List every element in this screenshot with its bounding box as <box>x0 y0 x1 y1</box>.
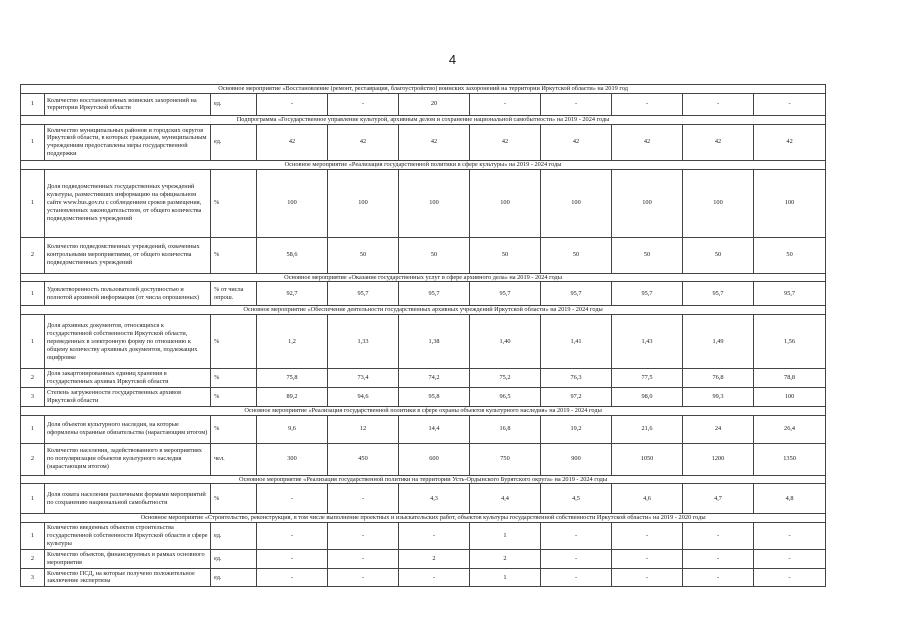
section-header <box>21 273 826 282</box>
value-cell: 42 <box>257 124 328 160</box>
unit-cell: % <box>211 315 257 369</box>
indicator-name: Количество муниципальных районов и городских округов Иркутской области, в которых гражданам, муниципальным учреждениям предоставлены меры государственной поддержки <box>45 124 211 160</box>
value-cell: 58,6 <box>257 237 328 273</box>
section-title: Основное мероприятие «Обеспечение деятельности государственных архивных учреждений Иркутской области» на 2019 - 2024 годы <box>21 306 826 315</box>
table-row <box>21 237 826 273</box>
value-cell: - <box>683 523 754 550</box>
value-cell: 1350 <box>754 443 826 475</box>
value-cell: 42 <box>754 124 826 160</box>
value-cell: - <box>612 568 683 587</box>
value-cell: 4,7 <box>683 484 754 514</box>
value-cell: - <box>754 568 826 587</box>
value-cell: 50 <box>612 237 683 273</box>
indicator-name: Доля охвата населения различными формами мероприятий по сохранению национальной самобытности <box>45 484 211 514</box>
value-cell: - <box>612 549 683 568</box>
unit-cell: ед. <box>211 93 257 115</box>
value-cell: 100 <box>257 169 328 237</box>
value-cell: - <box>541 93 612 115</box>
section-header <box>21 306 826 315</box>
value-cell: 95,8 <box>399 388 470 407</box>
table-row <box>21 315 826 369</box>
value-cell: 100 <box>470 169 541 237</box>
row-number: 1 <box>21 282 45 306</box>
value-cell: - <box>541 523 612 550</box>
value-cell: 95,7 <box>683 282 754 306</box>
value-cell: 73,4 <box>328 369 399 388</box>
value-cell: - <box>399 523 470 550</box>
indicator-name: Доля архивных документов, относящихся к государственной собственности Иркутской области, переведенных в электронную форму по отношению к общему количеству архивных документов, подлежащих оцифровке <box>45 315 211 369</box>
value-cell: 4,4 <box>470 484 541 514</box>
value-cell: 1 <box>470 568 541 587</box>
value-cell: 75,2 <box>470 369 541 388</box>
value-cell: 900 <box>541 443 612 475</box>
unit-cell: ед. <box>211 549 257 568</box>
value-cell: 100 <box>683 169 754 237</box>
value-cell: - <box>683 568 754 587</box>
value-cell: 50 <box>399 237 470 273</box>
unit-cell: % от числа опрош. <box>211 282 257 306</box>
value-cell: 42 <box>328 124 399 160</box>
value-cell: 42 <box>612 124 683 160</box>
value-cell: - <box>257 549 328 568</box>
value-cell: 4,3 <box>399 484 470 514</box>
value-cell: - <box>328 93 399 115</box>
unit-cell: % <box>211 169 257 237</box>
section-header <box>21 160 826 169</box>
section-title: Основное мероприятие «Восстановление (ремонт, реставрация, благоустройство) воинских захоронений на территории Иркутской области» на 2019 год <box>21 85 826 94</box>
table-row <box>21 443 826 475</box>
value-cell: - <box>399 568 470 587</box>
value-cell: - <box>328 484 399 514</box>
value-cell: - <box>257 523 328 550</box>
value-cell: 95,7 <box>328 282 399 306</box>
value-cell: - <box>754 549 826 568</box>
value-cell: 1050 <box>612 443 683 475</box>
unit-cell: % <box>211 388 257 407</box>
value-cell: 50 <box>470 237 541 273</box>
indicator-name: Количество восстановленных воинских захоронений на территории Иркутской области <box>45 93 211 115</box>
value-cell: 4,8 <box>754 484 826 514</box>
section-header <box>21 406 826 415</box>
value-cell: 42 <box>399 124 470 160</box>
unit-cell: чел. <box>211 443 257 475</box>
value-cell: 750 <box>470 443 541 475</box>
value-cell: 92,7 <box>257 282 328 306</box>
row-number: 1 <box>21 169 45 237</box>
value-cell: 96,5 <box>470 388 541 407</box>
unit-cell: ед. <box>211 523 257 550</box>
value-cell: 14,4 <box>399 415 470 443</box>
value-cell: 42 <box>541 124 612 160</box>
value-cell: 42 <box>470 124 541 160</box>
value-cell: 94,6 <box>328 388 399 407</box>
value-cell: 300 <box>257 443 328 475</box>
value-cell: 100 <box>328 169 399 237</box>
value-cell: - <box>328 568 399 587</box>
table-row <box>21 169 826 237</box>
unit-cell: % <box>211 237 257 273</box>
value-cell: - <box>328 523 399 550</box>
value-cell: 600 <box>399 443 470 475</box>
value-cell: 76,8 <box>683 369 754 388</box>
value-cell: 20 <box>399 93 470 115</box>
value-cell: 16,8 <box>470 415 541 443</box>
value-cell: 1,41 <box>541 315 612 369</box>
section-header <box>21 475 826 484</box>
row-number: 1 <box>21 315 45 369</box>
table-row <box>21 93 826 115</box>
value-cell: - <box>257 568 328 587</box>
value-cell: 76,3 <box>541 369 612 388</box>
value-cell: 1 <box>470 523 541 550</box>
value-cell: 95,7 <box>541 282 612 306</box>
table-row <box>21 369 826 388</box>
section-title: Основное мероприятие «Реализация государственной политики на территории Усть-Ордынского Бурятского округа» на 2019 - 2024 годы <box>21 475 826 484</box>
row-number: 1 <box>21 415 45 443</box>
value-cell: 1,2 <box>257 315 328 369</box>
value-cell: 1,56 <box>754 315 826 369</box>
value-cell: 42 <box>683 124 754 160</box>
value-cell: 78,8 <box>754 369 826 388</box>
section-title: Подпрограмма «Государственное управление культурой, архивным делом и сохранение национальной самобытности» на 2019 - 2024 годы <box>21 115 826 124</box>
row-number: 2 <box>21 237 45 273</box>
indicator-name: Удовлетворенность пользователей доступностью и полнотой архивной информации (от числа опрошенных) <box>45 282 211 306</box>
indicator-name: Количество ПСД, на которые получено положительное заключение экспертизы <box>45 568 211 587</box>
value-cell: 4,6 <box>612 484 683 514</box>
table-row <box>21 282 826 306</box>
value-cell: 50 <box>683 237 754 273</box>
table-row <box>21 124 826 160</box>
table-row <box>21 568 826 587</box>
value-cell: 99,3 <box>683 388 754 407</box>
value-cell: 19,2 <box>541 415 612 443</box>
section-title: Основное мероприятие «Строительство, реконструкция, в том числе выполнение проектных и изыскательских работ, объектов культуры государственной собственности Иркутской области» на 2019 - 2020 годы <box>21 514 826 523</box>
unit-cell: % <box>211 415 257 443</box>
value-cell: 21,6 <box>612 415 683 443</box>
indicator-name: Доля подведомственных государственных учреждений культуры, разместивших информацию на официальном сайте www.bus.gov.ru с соблюдением сроков размещения, установленных законодательством, от общего количества подведомственных учреждений <box>45 169 211 237</box>
value-cell: 4,5 <box>541 484 612 514</box>
indicator-name: Степень загруженности государственных архивов Иркутской области <box>45 388 211 407</box>
value-cell: 50 <box>754 237 826 273</box>
value-cell: 50 <box>328 237 399 273</box>
section-title: Основное мероприятие «Реализация государственной политики в сфере культуры» на 2019 - 2024 годы <box>21 160 826 169</box>
indicator-name: Количество населения, задействованного в мероприятиях по популяризации объектов культурного наследия (нарастающим итогом) <box>45 443 211 475</box>
section-header <box>21 115 826 124</box>
table-row <box>21 388 826 407</box>
unit-cell: % <box>211 484 257 514</box>
row-number: 2 <box>21 443 45 475</box>
row-number: 2 <box>21 549 45 568</box>
unit-cell: % <box>211 369 257 388</box>
table-row <box>21 523 826 550</box>
row-number: 2 <box>21 369 45 388</box>
row-number: 3 <box>21 568 45 587</box>
unit-cell: ед. <box>211 568 257 587</box>
indicator-name: Доля объектов культурного наследия, на которые оформлены охранные обязательства (нарастающим итогом) <box>45 415 211 443</box>
value-cell: 450 <box>328 443 399 475</box>
section-title: Основное мероприятие «Реализация государственной политики в сфере охраны объектов культурного наследия» на 2019 - 2024 годы <box>21 406 826 415</box>
value-cell: 100 <box>754 388 826 407</box>
indicators-table <box>20 84 826 587</box>
section-title: Основное мероприятие «Оказание государственных услуг в сфере архивного дела» на 2019 - 2024 годы <box>21 273 826 282</box>
value-cell: - <box>612 93 683 115</box>
value-cell: - <box>541 568 612 587</box>
value-cell: 2 <box>399 549 470 568</box>
value-cell: 97,2 <box>541 388 612 407</box>
value-cell: 95,7 <box>399 282 470 306</box>
value-cell: - <box>541 549 612 568</box>
value-cell: 74,2 <box>399 369 470 388</box>
value-cell: - <box>683 549 754 568</box>
indicator-name: Доля закартонированных единиц хранения в государственных архивах Иркутской области <box>45 369 211 388</box>
value-cell: 24 <box>683 415 754 443</box>
value-cell: 2 <box>470 549 541 568</box>
value-cell: 1,38 <box>399 315 470 369</box>
value-cell: - <box>612 523 683 550</box>
value-cell: - <box>683 93 754 115</box>
value-cell: 12 <box>328 415 399 443</box>
value-cell: - <box>754 523 826 550</box>
indicator-name: Количество подведомственных учреждений, охваченных контрольными мероприятиями, от общего количества подведомственных учреждений <box>45 237 211 273</box>
indicator-name: Количество введенных объектов строительства государственной собственности Иркутской области в сфере культуры <box>45 523 211 550</box>
section-header <box>21 85 826 94</box>
value-cell: 95,7 <box>612 282 683 306</box>
value-cell: 1200 <box>683 443 754 475</box>
value-cell: 100 <box>754 169 826 237</box>
row-number: 3 <box>21 388 45 407</box>
value-cell: 1,33 <box>328 315 399 369</box>
indicator-name: Количество объектов, финансируемых в рамках основного мероприятия <box>45 549 211 568</box>
value-cell: 1,49 <box>683 315 754 369</box>
value-cell: 95,7 <box>470 282 541 306</box>
value-cell: 1,40 <box>470 315 541 369</box>
unit-cell: ед. <box>211 124 257 160</box>
row-number: 1 <box>21 124 45 160</box>
row-number: 1 <box>21 484 45 514</box>
value-cell: 98,0 <box>612 388 683 407</box>
value-cell: - <box>328 549 399 568</box>
value-cell: 75,8 <box>257 369 328 388</box>
value-cell: - <box>754 93 826 115</box>
value-cell: 1,43 <box>612 315 683 369</box>
row-number: 1 <box>21 93 45 115</box>
value-cell: 89,2 <box>257 388 328 407</box>
value-cell: 26,4 <box>754 415 826 443</box>
section-header <box>21 514 826 523</box>
value-cell: 9,6 <box>257 415 328 443</box>
value-cell: 50 <box>541 237 612 273</box>
value-cell: - <box>257 93 328 115</box>
value-cell: 100 <box>399 169 470 237</box>
page-number: 4 <box>448 52 457 67</box>
table-row <box>21 549 826 568</box>
value-cell: 100 <box>541 169 612 237</box>
value-cell: 95,7 <box>754 282 826 306</box>
row-number: 1 <box>21 523 45 550</box>
value-cell: - <box>257 484 328 514</box>
value-cell: 100 <box>612 169 683 237</box>
value-cell: - <box>470 93 541 115</box>
table-row <box>21 415 826 443</box>
value-cell: 77,5 <box>612 369 683 388</box>
table-row <box>21 484 826 514</box>
